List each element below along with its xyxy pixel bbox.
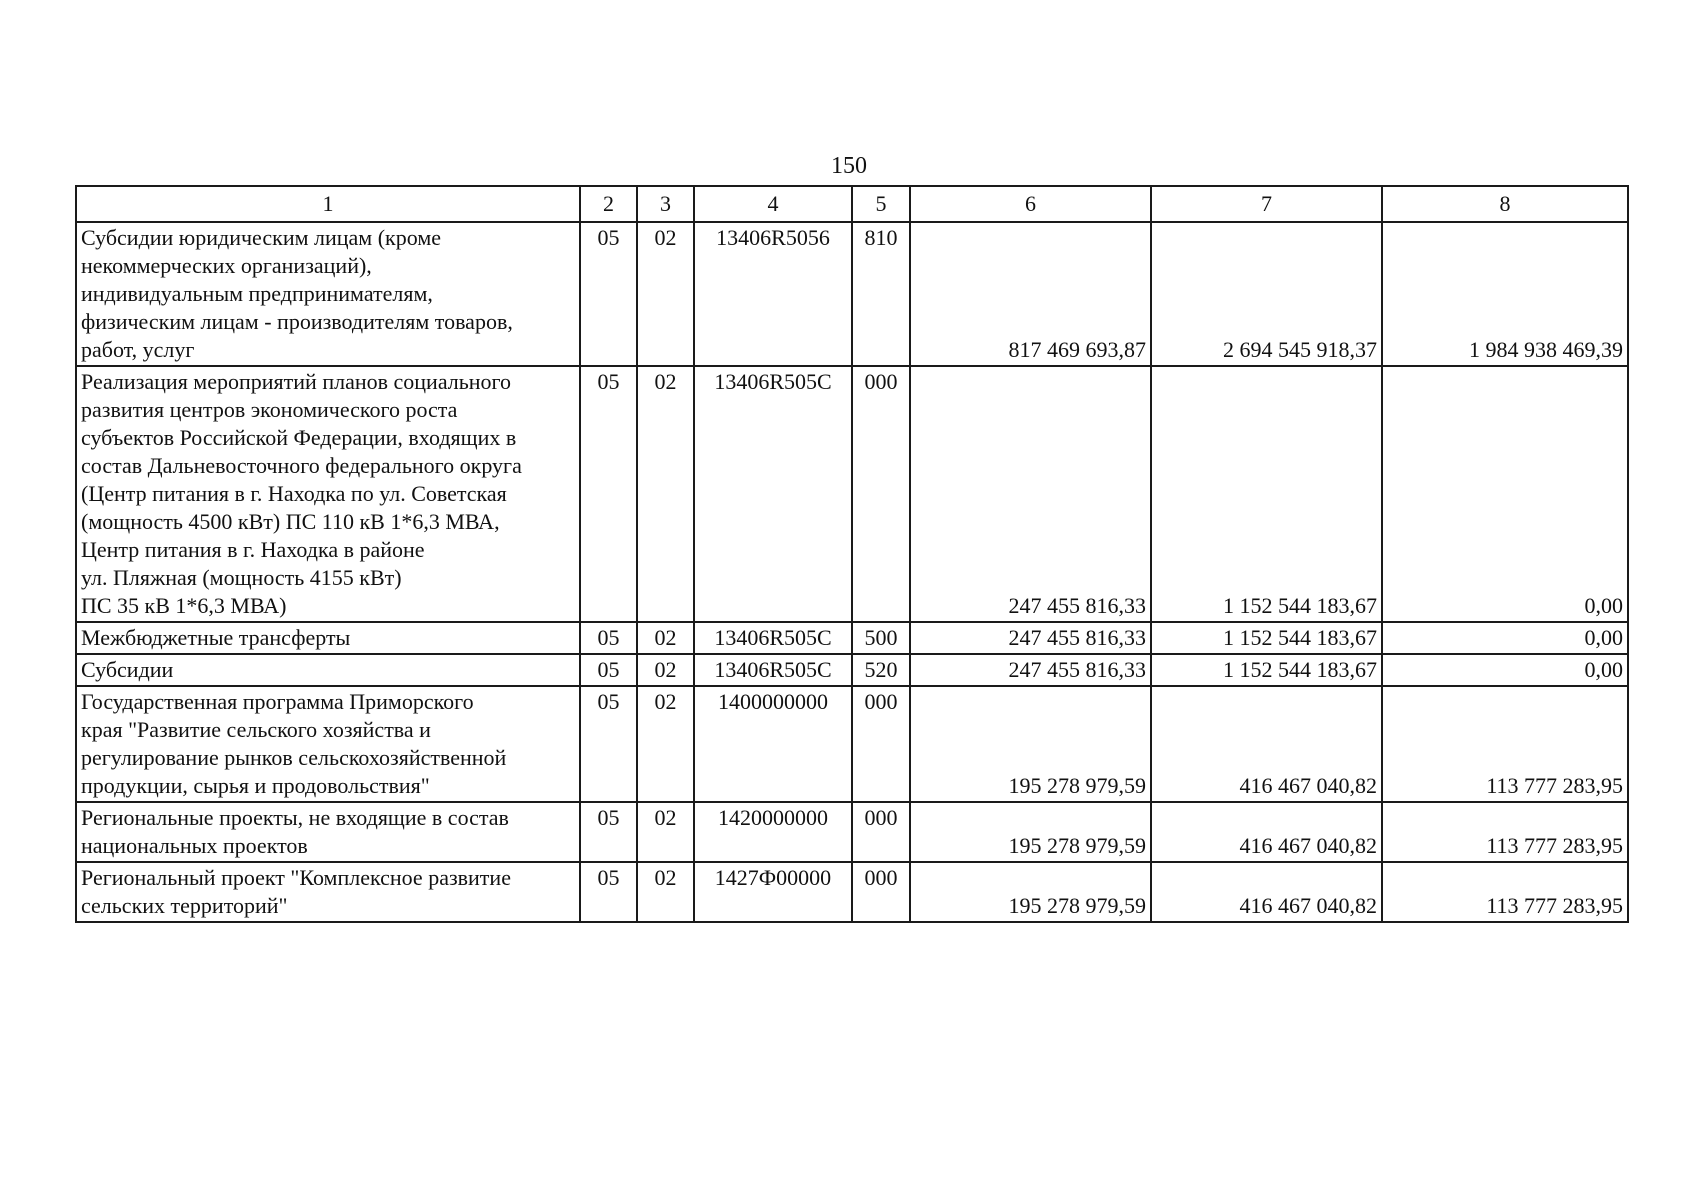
row-name-line: Государственная программа Приморского (81, 689, 474, 714)
amount-col-7: 416 467 040,82 (1151, 686, 1382, 802)
table-row (76, 654, 1628, 686)
row-name-line: Субсидии (81, 657, 174, 682)
row-name-line: Субсидии юридическим лицам (кроме (81, 225, 442, 250)
table-row (76, 686, 1628, 802)
row-name (76, 802, 580, 862)
row-name-line: продукции, сырья и продовольствия" (81, 773, 430, 798)
header-col-6: 6 (910, 186, 1151, 222)
target-article-code: 13406R5056 (694, 222, 852, 366)
table-row (76, 366, 1628, 622)
amount-col-8: 113 777 283,95 (1382, 802, 1628, 862)
amount-col-7: 1 152 544 183,67 (1151, 366, 1382, 622)
row-name-line: Центр питания в г. Находка в районе (81, 537, 425, 562)
subsection-code: 02 (637, 222, 694, 366)
row-name-line: ПС 35 кВ 1*6,3 МВА) (81, 593, 287, 618)
subsection-code: 02 (637, 366, 694, 622)
amount-col-8: 0,00 (1382, 654, 1628, 686)
header-col-8: 8 (1382, 186, 1628, 222)
row-name-line: индивидуальным предпринимателям, (81, 281, 433, 306)
amount-col-6: 247 455 816,33 (910, 366, 1151, 622)
row-name-line: физическим лицам - производителям товаров, (81, 309, 513, 334)
expense-type-code: 000 (852, 686, 910, 802)
subsection-code: 02 (637, 654, 694, 686)
page-number: 150 (831, 153, 867, 179)
row-name-line: субъектов Российской Федерации, входящих в (81, 425, 517, 450)
amount-col-7: 416 467 040,82 (1151, 862, 1382, 922)
subsection-code: 02 (637, 622, 694, 654)
row-name-line: (мощность 4500 кВт) ПС 110 кВ 1*6,3 МВА, (81, 509, 500, 534)
row-name-line: Межбюджетные трансферты (81, 625, 351, 650)
table-row (76, 862, 1628, 922)
expense-type-code: 520 (852, 654, 910, 686)
row-name-line: работ, услуг (81, 337, 195, 362)
subsection-code: 02 (637, 686, 694, 802)
row-name-line: состав Дальневосточного федерального округа (81, 453, 522, 478)
section-code: 05 (580, 686, 637, 802)
row-name-line: некоммерческих организаций), (81, 253, 372, 278)
row-name (76, 654, 580, 686)
amount-col-7: 1 152 544 183,67 (1151, 654, 1382, 686)
header-col-7: 7 (1151, 186, 1382, 222)
row-name (76, 366, 580, 622)
expense-type-code: 000 (852, 366, 910, 622)
amount-col-6: 247 455 816,33 (910, 654, 1151, 686)
amount-col-6: 195 278 979,59 (910, 686, 1151, 802)
section-code: 05 (580, 862, 637, 922)
subsection-code: 02 (637, 802, 694, 862)
row-name (76, 686, 580, 802)
table-row (76, 802, 1628, 862)
section-code: 05 (580, 654, 637, 686)
target-article-code: 13406R505C (694, 622, 852, 654)
table-row (76, 222, 1628, 366)
row-name (76, 622, 580, 654)
amount-col-8: 113 777 283,95 (1382, 686, 1628, 802)
amount-col-6: 195 278 979,59 (910, 802, 1151, 862)
header-col-5: 5 (852, 186, 910, 222)
expense-type-code: 000 (852, 862, 910, 922)
target-article-code: 1420000000 (694, 802, 852, 862)
row-name-line: регулирование рынков сельскохозяйственной (81, 745, 507, 770)
target-article-code: 13406R505C (694, 654, 852, 686)
amount-col-6: 195 278 979,59 (910, 862, 1151, 922)
header-col-3: 3 (637, 186, 694, 222)
amount-col-7: 1 152 544 183,67 (1151, 622, 1382, 654)
amount-col-8: 0,00 (1382, 366, 1628, 622)
amount-col-7: 416 467 040,82 (1151, 802, 1382, 862)
row-name-line: (Центр питания в г. Находка по ул. Советская (81, 481, 507, 506)
table-body (76, 222, 1628, 922)
amount-col-8: 1 984 938 469,39 (1382, 222, 1628, 366)
amount-col-8: 0,00 (1382, 622, 1628, 654)
amount-col-6: 817 469 693,87 (910, 222, 1151, 366)
row-name-line: национальных проектов (81, 833, 308, 858)
row-name-line: Региональный проект "Комплексное развитие (81, 865, 511, 890)
row-name-line: развития центров экономического роста (81, 397, 458, 422)
section-code: 05 (580, 622, 637, 654)
expense-type-code: 000 (852, 802, 910, 862)
subsection-code: 02 (637, 862, 694, 922)
section-code: 05 (580, 802, 637, 862)
expense-type-code: 500 (852, 622, 910, 654)
amount-col-8: 113 777 283,95 (1382, 862, 1628, 922)
row-name (76, 222, 580, 366)
target-article-code: 1400000000 (694, 686, 852, 802)
row-name-line: ул. Пляжная (мощность 4155 кВт) (81, 565, 402, 590)
target-article-code: 1427Ф00000 (694, 862, 852, 922)
row-name (76, 862, 580, 922)
row-name-line: Реализация мероприятий планов социального (81, 369, 512, 394)
header-col-2: 2 (580, 186, 637, 222)
target-article-code: 13406R505C (694, 366, 852, 622)
header-col-1: 1 (76, 186, 580, 222)
amount-col-6: 247 455 816,33 (910, 622, 1151, 654)
amount-col-7: 2 694 545 918,37 (1151, 222, 1382, 366)
expense-type-code: 810 (852, 222, 910, 366)
row-name-line: края "Развитие сельского хозяйства и (81, 717, 431, 742)
row-name-line: сельских территорий" (81, 893, 288, 918)
header-row (76, 186, 1628, 222)
budget-table (75, 185, 1629, 923)
row-name-line: Региональные проекты, не входящие в состав (81, 805, 509, 830)
section-code: 05 (580, 366, 637, 622)
header-col-4: 4 (694, 186, 852, 222)
section-code: 05 (580, 222, 637, 366)
table-row (76, 622, 1628, 654)
